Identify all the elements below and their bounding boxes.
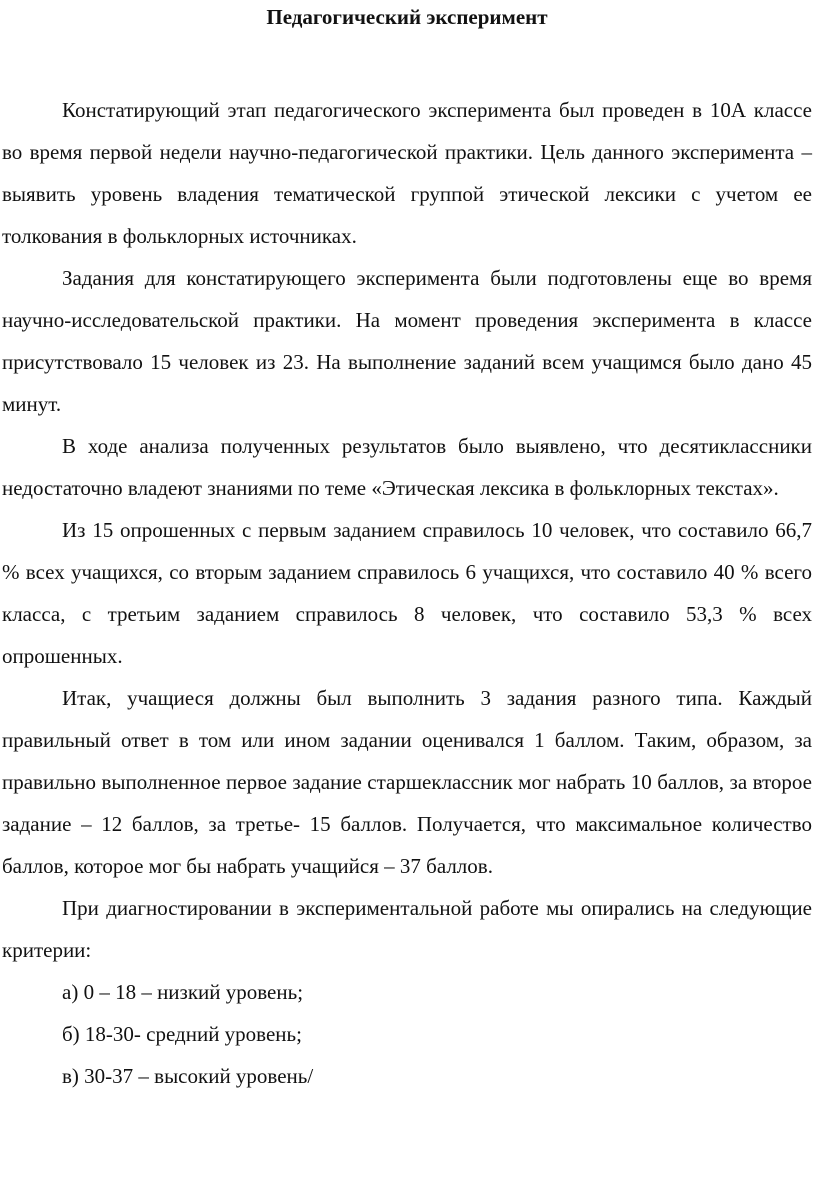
- criteria-item-medium: б) 18-30- средний уровень;: [62, 1022, 302, 1046]
- criteria-item-high: в) 30-37 – высокий уровень/: [62, 1064, 314, 1088]
- document-title: Педагогический эксперимент: [266, 5, 548, 29]
- paragraph-stating-stage: Констатирующий этап педагогического эксперимента был проведен в 10А классе во время первой недели научно-педагогической практики. Цель данного эксперимента – выявить уровень владения тематической группой этической лексики с учетом ее толкования в фольклорных источниках.: [2, 98, 812, 248]
- document-body: [2, 89, 812, 1097]
- paragraph-analysis-results: В ходе анализа полученных результатов было выявлено, что десятиклассники недостаточно владеют знаниями по теме «Этическая лексика в фольклорных текстах».: [2, 434, 812, 500]
- paragraph-scoring: Итак, учащиеся должны был выполнить 3 задания разного типа. Каждый правильный ответ в том или ином задании оценивался 1 баллом. Таким, образом, за правильно выполненное первое задание старшеклассник мог набрать 10 баллов, за второе задание – 12 баллов, за третье- 15 баллов. Получается, что максимальное количество баллов, которое мог бы набрать учащийся – 37 баллов.: [2, 686, 812, 878]
- paragraph-task-statistics: Из 15 опрошенных с первым заданием справилось 10 человек, что составило 66,7 % всех учащихся, со вторым заданием справилось 6 учащихся, что составило 40 % всего класса, с третьим заданием справилось 8 человек, что составило 53,3 % всех опрошенных.: [2, 518, 812, 668]
- paragraph-tasks-preparation: Задания для констатирующего эксперимента были подготовлены еще во время научно-исследовательской практики. На момент проведения эксперимента в классе присутствовало 15 человек из 23. На выполнение заданий всем учащимся было дано 45 минут.: [2, 266, 812, 416]
- criteria-item-low: а) 0 – 18 – низкий уровень;: [62, 980, 304, 1004]
- paragraph-criteria-intro: При диагностировании в экспериментальной работе мы опирались на следующие критерии:: [2, 896, 812, 962]
